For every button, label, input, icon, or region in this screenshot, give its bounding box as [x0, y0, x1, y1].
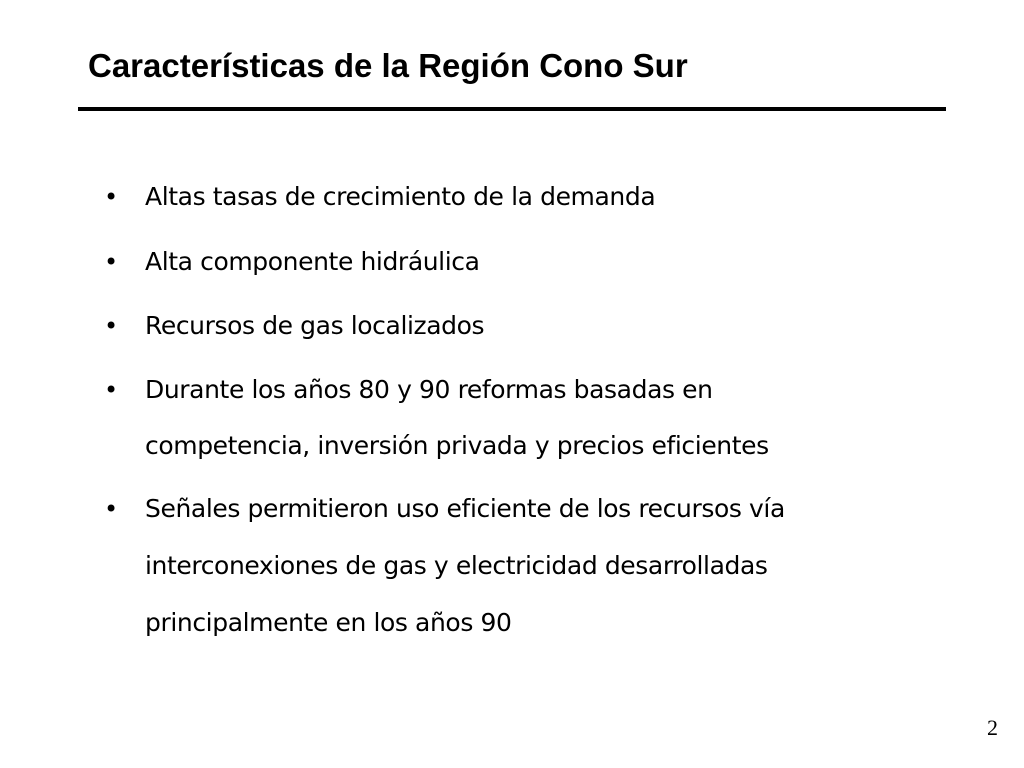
- bullet-text-line: interconexiones de gas y electricidad desarrolladas: [145, 551, 768, 580]
- bullet-marker: •: [104, 312, 119, 340]
- bullet-marker: •: [104, 248, 119, 276]
- title-underline: [78, 107, 946, 111]
- bullet-text-line: competencia, inversión privada y precios eficientes: [145, 431, 769, 460]
- bullet-text: Recursos de gas localizados: [145, 311, 485, 340]
- bullet-marker: •: [104, 376, 119, 404]
- bullet-text: Altas tasas de crecimiento de la demanda: [145, 182, 656, 211]
- bullet-text-line: principalmente en los años 90: [145, 608, 512, 637]
- bullet-marker: •: [104, 495, 119, 523]
- page-number: 2: [987, 715, 998, 740]
- bullet-text: Alta componente hidráulica: [145, 247, 480, 276]
- bullet-text-line: Señales permitieron uso eficiente de los recursos vía: [145, 494, 785, 523]
- bullet-text-line: Durante los años 80 y 90 reformas basadas en: [145, 375, 713, 404]
- slide-title: Características de la Región Cono Sur: [88, 47, 688, 84]
- bullet-marker: •: [104, 183, 119, 211]
